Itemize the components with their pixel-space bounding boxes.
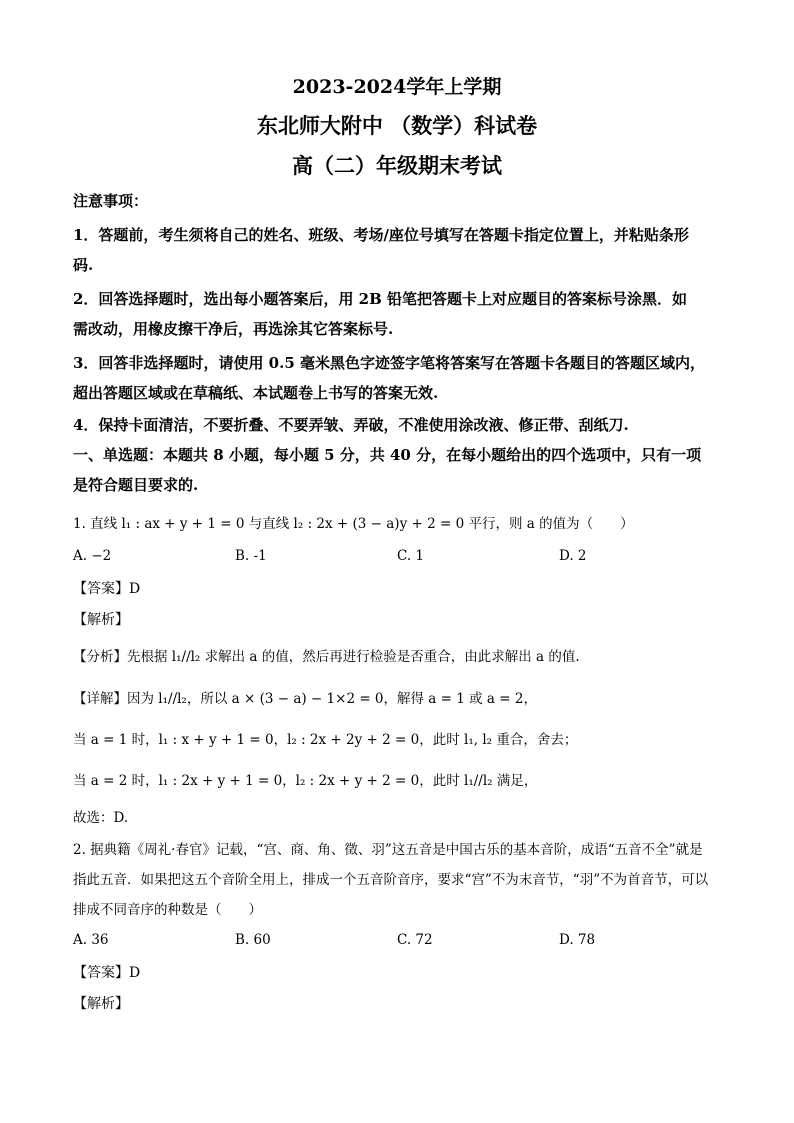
question-2-options	[73, 932, 733, 950]
question-2-stem-cont-2: 排成不同音序的种数是（ ）	[73, 902, 262, 918]
option-c: C. 1	[397, 548, 425, 564]
question-1-options	[73, 548, 733, 566]
question-1-conclusion: 故选：D.	[73, 810, 129, 826]
question-1-xiangjie: 【详解】因为 l₁//l₂，所以 a × (3 − a) − 1×2 = 0，解得 a = 1 或 a = 2，	[73, 691, 537, 707]
notice-item-2-cont: 需改动，用橡皮擦干净后，再选涂其它答案标号.	[73, 320, 394, 338]
option-b: B. 60	[235, 932, 271, 948]
question-2-analysis-tag: 【解析】	[73, 996, 129, 1012]
option-a: A. 36	[73, 932, 109, 948]
option-d: D. 78	[559, 932, 596, 948]
option-d: D. 2	[559, 548, 587, 564]
question-1-answer: 【答案】D	[73, 581, 141, 597]
notice-title: 注意事项：	[73, 192, 149, 210]
option-c: C. 72	[397, 932, 433, 948]
notice-item-4: 4．保持卡面清洁，不要折叠、不要弄皱、弄破，不准使用涂改液、修正带、刮纸刀.	[73, 416, 629, 434]
option-b: B. -1	[235, 548, 267, 564]
question-2-answer: 【答案】D	[73, 965, 141, 981]
question-1-case-2: 当 a = 2 时，l₁ : 2x + y + 1 = 0，l₂ : 2x + y + 2 = 0，此时 l₁//l₂ 满足，	[73, 773, 538, 789]
notice-item-1-cont: 码.	[73, 256, 94, 274]
question-1-analysis-tag: 【解析】	[73, 612, 129, 628]
school-subject-title: 东北师大附中 （数学）科试卷	[256, 113, 538, 138]
section-heading-cont: 是符合题目要求的.	[73, 476, 199, 494]
exam-grade-title: 高（二）年级期末考试	[292, 153, 502, 178]
question-2-stem-cont: 指此五音．如果把这五个音阶全用上，排成一个五音阶音序，要求“宫”不为末音节，“羽”不为首音节，可以	[73, 872, 709, 888]
notice-item-3: 3．回答非选择题时，请使用 0.5 毫米黑色字迹签字笔将答案写在答题卡各题目的答题区域内，	[73, 354, 705, 372]
notice-item-3-cont: 超出答题区域或在草稿纸、本试题卷上书写的答案无效.	[73, 384, 439, 402]
question-1-fenxi: 【分析】先根据 l₁//l₂ 求解出 a 的值，然后再进行检验是否重合，由此求解出 a 的值.	[73, 649, 580, 665]
notice-item-1: 1．答题前，考生须将自己的姓名、班级、考场/座位号填写在答题卡指定位置上，并粘贴条形	[73, 226, 689, 244]
question-2-stem: 2. 据典籍《周礼·春官》记载，“宫、商、角、徵、羽”这五音是中国古乐的基本音阶，成语“五音不全”就是	[73, 842, 703, 858]
section-heading: 一、单选题：本题共 8 小题，每小题 5 分，共 40 分，在每小题给出的四个选项中，只有一项	[73, 446, 702, 464]
exam-year-title: 2023-2024学年上学期	[292, 76, 502, 98]
notice-item-2: 2．回答选择题时，选出每小题答案后，用 2B 铅笔把答题卡上对应题目的答案标号涂黑．如	[73, 290, 688, 308]
question-1-case-1: 当 a = 1 时，l₁ : x + y + 1 = 0，l₂ : 2x + 2y + 2 = 0，此时 l₁, l₂ 重合，舍去；	[73, 732, 578, 748]
question-1-stem: 1. 直线 l₁ : ax + y + 1 = 0 与直线 l₂ : 2x + (3 − a)y + 2 = 0 平行，则 a 的值为（ ）	[73, 516, 634, 532]
option-a: A. −2	[73, 548, 112, 564]
